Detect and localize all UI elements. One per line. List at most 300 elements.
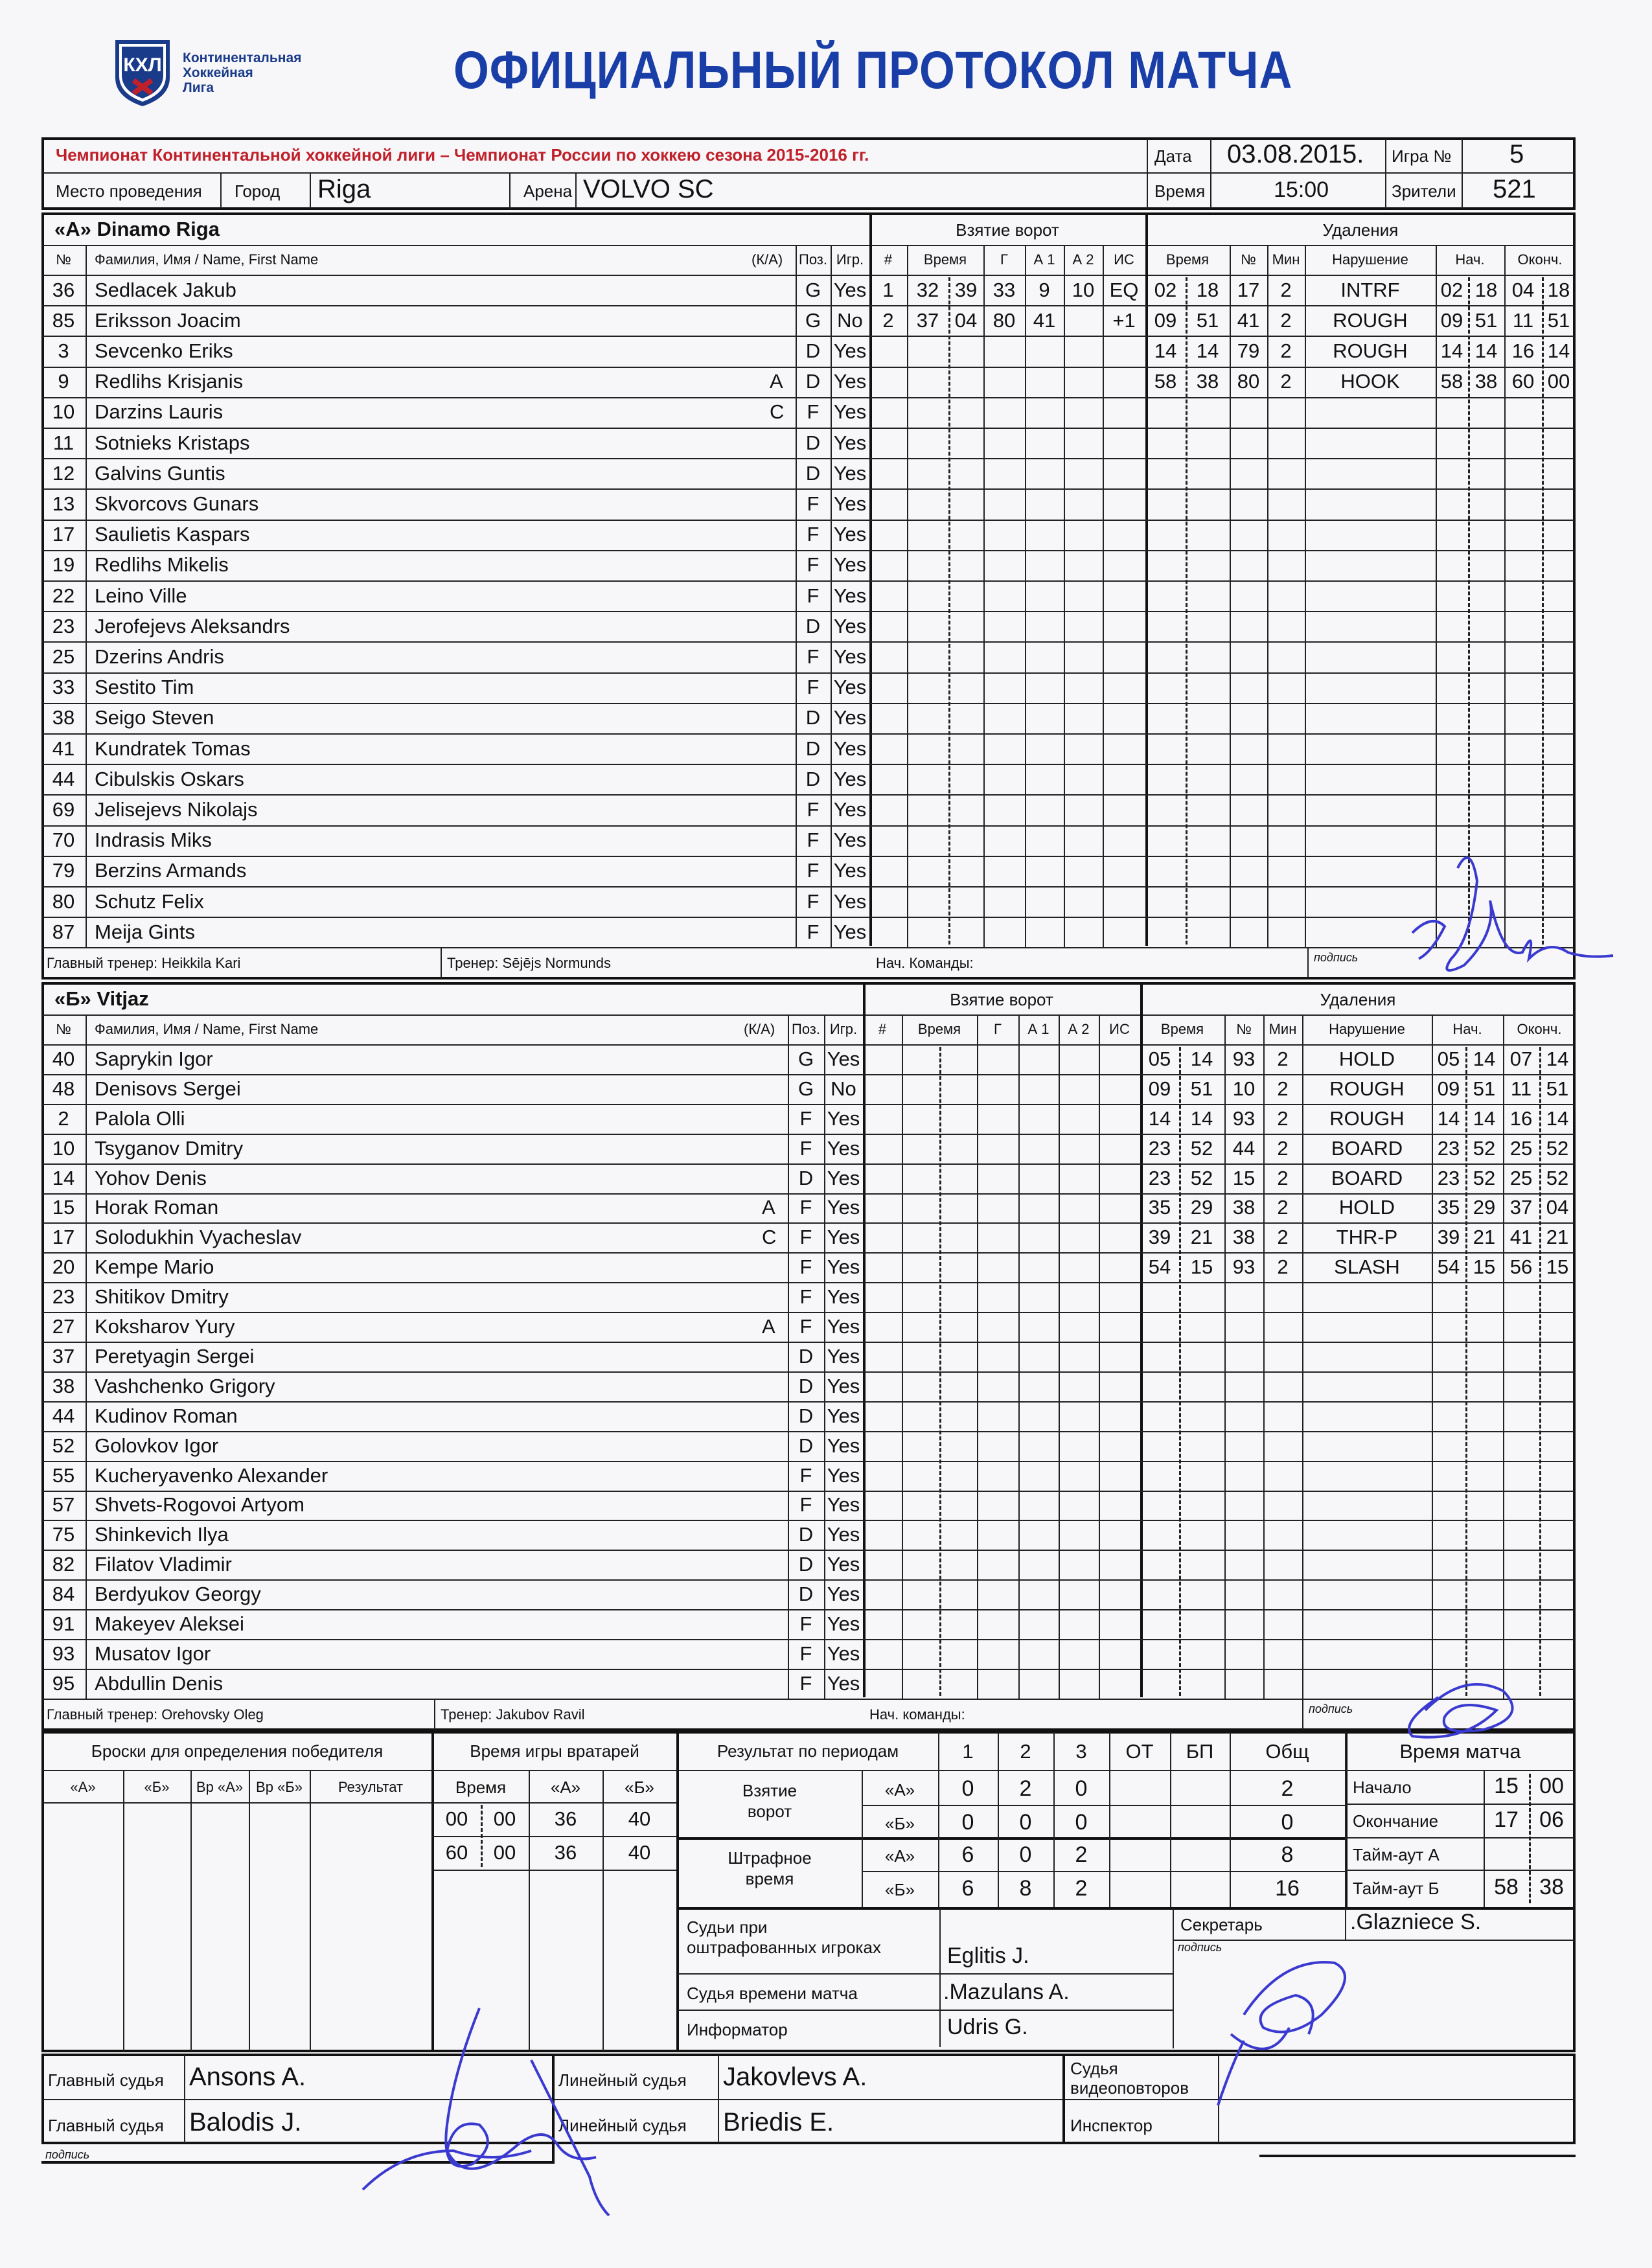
rule-line: [43, 917, 1574, 918]
player-number: 3: [58, 339, 69, 362]
penalty-start-minute: 23: [1437, 1166, 1460, 1189]
goalie-b-number: 40: [628, 1807, 651, 1830]
player-played: Yes: [827, 1642, 860, 1665]
penalty-start-second: 38: [1474, 370, 1498, 393]
rule-line: [43, 1282, 1574, 1283]
rule-line: [43, 947, 1574, 948]
penalty-col-header: Оконч.: [1517, 1021, 1562, 1037]
player-played: Yes: [833, 614, 867, 637]
player-number: 79: [52, 859, 75, 882]
goalie-change-second: 00: [493, 1841, 516, 1864]
penalty-end-minute: 56: [1509, 1255, 1533, 1279]
player-played: No: [837, 308, 863, 332]
rule-line: [43, 550, 1574, 551]
goal-number: 2: [882, 308, 894, 332]
penalty-minutes: 2: [1277, 1226, 1289, 1249]
player-position: F: [807, 400, 820, 424]
player-position: D: [798, 1344, 814, 1368]
penalty-second: 21: [1190, 1226, 1213, 1249]
penalty-end-minute: 16: [1511, 339, 1535, 362]
goalie-col-header: «Б»: [625, 1778, 654, 1797]
rule-line: [1302, 1699, 1303, 1730]
penalty-end-second: 52: [1546, 1136, 1569, 1160]
player-number: 80: [52, 889, 75, 913]
timeout-b-label: Тайм-аут Б: [1353, 1879, 1440, 1898]
penalty-end-second: 00: [1547, 370, 1570, 393]
penalty-box-judges-label: Судьи при оштрафованных игроках: [687, 1918, 881, 1957]
penalty-infraction: ROUGH: [1329, 1106, 1405, 1130]
shootout-col-header: «Б»: [144, 1779, 170, 1795]
player-captain-mark: A: [762, 1315, 775, 1338]
goal-second: 04: [954, 308, 978, 332]
penalty-end-minute: 25: [1509, 1136, 1533, 1160]
player-number: 25: [52, 645, 75, 668]
player-number: 23: [52, 614, 75, 637]
spectators: 521: [1493, 175, 1536, 203]
goal-col-header: ИС: [1114, 251, 1134, 268]
rule-line: [1346, 1837, 1574, 1838]
match-time-title: Время матча: [1399, 1740, 1521, 1763]
penalty-end-second: 51: [1547, 308, 1570, 332]
shootout-col-header: «А»: [70, 1779, 96, 1795]
penalty-player: 10: [1232, 1077, 1256, 1100]
player-number: 84: [52, 1583, 75, 1606]
rule-line: [43, 1312, 1574, 1313]
penalty-start-second: 14: [1473, 1106, 1496, 1130]
player-played: Yes: [833, 461, 867, 485]
player-number: 17: [52, 1226, 75, 1249]
rule-line: [43, 1520, 1574, 1521]
player-played: Yes: [827, 1583, 860, 1606]
player-name: Galvins Guntis: [95, 461, 225, 485]
player-played: Yes: [827, 1553, 860, 1576]
player-name: Cibulskis Oskars: [95, 767, 244, 790]
player-position: D: [798, 1553, 814, 1576]
player-position: F: [807, 492, 820, 515]
city: Riga: [317, 175, 371, 203]
penalty-end-minute: 37: [1509, 1196, 1533, 1219]
player-name: Jerofejevs Aleksandrs: [95, 614, 290, 637]
rule-line: [1346, 1804, 1574, 1805]
player-name: Shitikov Dmitry: [95, 1285, 229, 1309]
player-number: 33: [52, 676, 75, 699]
rule-line: [907, 245, 908, 947]
penalty-col-header: Мин: [1268, 1021, 1297, 1037]
penalty-end-second: 14: [1546, 1106, 1569, 1130]
period-value: 0: [1075, 1810, 1088, 1835]
end-minute: 06: [1539, 1807, 1564, 1832]
player-number: 52: [52, 1434, 75, 1457]
referee-label-2: Главный судья: [48, 2116, 164, 2135]
player-position: F: [799, 1463, 812, 1487]
penalty-player: 38: [1232, 1196, 1256, 1219]
player-position: F: [807, 829, 820, 852]
end-hour: 17: [1494, 1807, 1519, 1832]
player-position: F: [807, 584, 820, 607]
period-results-title: Результат по периодам: [717, 1741, 899, 1761]
player-number: 93: [52, 1642, 75, 1665]
sign-label: подпись: [1309, 1702, 1353, 1715]
player-played: Yes: [827, 1493, 860, 1517]
penalty-infraction: HOLD: [1338, 1047, 1395, 1070]
penalty-minute: 58: [1154, 370, 1177, 393]
player-played: Yes: [833, 737, 867, 760]
player-position: D: [805, 461, 821, 485]
penalty-end-minute: 04: [1511, 278, 1535, 301]
player-position: F: [799, 1315, 812, 1338]
player-number: 17: [52, 523, 75, 546]
player-number: 12: [52, 461, 75, 485]
penalty-minutes: 2: [1277, 1047, 1289, 1070]
sign-label: подпись: [1314, 951, 1359, 965]
rule-line: [43, 1193, 1574, 1195]
player-captain-mark: A: [762, 1196, 775, 1219]
rule-line: [43, 488, 1574, 490]
rule-line: [43, 1699, 1574, 1700]
goal-second: 39: [954, 278, 978, 301]
rule-line: [43, 520, 1574, 521]
period-team-label: «Б»: [885, 1880, 915, 1899]
player-name: Kucheryavenko Alexander: [95, 1463, 328, 1487]
player-name: Tsyganov Dmitry: [95, 1136, 244, 1160]
player-position: D: [805, 614, 821, 637]
player-played: Yes: [827, 1136, 860, 1160]
col-played: Игр.: [836, 251, 864, 268]
rule-line: [43, 672, 1574, 674]
period-team-label: «А»: [884, 1846, 915, 1866]
player-played: Yes: [827, 1047, 860, 1070]
rule-line: [43, 1579, 1574, 1581]
period-col-header: БП: [1186, 1740, 1214, 1763]
penalty-end-second: 14: [1546, 1047, 1569, 1070]
player-name: Sedlacek Jakub: [95, 278, 236, 301]
rule-line: [1346, 1870, 1574, 1871]
penalty-start-second: 14: [1473, 1047, 1496, 1070]
penalty-start-minute: 14: [1437, 1106, 1460, 1130]
penalty-minute: 05: [1148, 1047, 1171, 1070]
player-number: 48: [52, 1077, 75, 1100]
player-played: Yes: [827, 1404, 860, 1427]
goalie-col-header: Время: [455, 1778, 507, 1797]
penalty-minute: 09: [1154, 308, 1177, 332]
player-name: Peretyagin Sergei: [95, 1344, 255, 1368]
rule-line: [43, 1163, 1574, 1165]
period-value: 2: [1019, 1776, 1032, 1801]
rule-line: [190, 1771, 192, 2051]
player-number: 10: [52, 1136, 75, 1160]
linesman-2: Briedis E.: [723, 2108, 834, 2136]
player-position: D: [805, 431, 821, 454]
coach: Тренер: Jakubov Ravil: [441, 1706, 585, 1723]
goal-number: 1: [882, 278, 894, 301]
player-played: Yes: [827, 1106, 860, 1130]
league-name: Континентальная Хоккейная Лига: [183, 51, 302, 95]
player-number: 87: [52, 920, 75, 943]
penalty-player: 44: [1232, 1136, 1256, 1160]
goal-situation: EQ: [1109, 278, 1139, 301]
player-played: Yes: [827, 1196, 860, 1219]
player-name: Berdyukov Georgy: [95, 1583, 261, 1606]
player-number: 19: [52, 553, 75, 577]
penalty-start-second: 18: [1474, 278, 1498, 301]
penalty-player: 93: [1232, 1255, 1256, 1279]
penalty-end-minute: 16: [1509, 1106, 1533, 1130]
rule-line: [43, 1222, 1574, 1224]
player-position: F: [807, 676, 820, 699]
penalty-minute: 35: [1148, 1196, 1171, 1219]
match-date: 03.08.2015.: [1227, 140, 1364, 168]
player-number: 36: [52, 278, 75, 301]
goal-col-header: Г: [1000, 251, 1008, 268]
penalty-end-second: 04: [1546, 1196, 1569, 1219]
penalties-section-title: Удаления: [1320, 990, 1396, 1009]
player-captain-mark: A: [770, 370, 783, 393]
penalty-infraction: ROUGH: [1333, 308, 1408, 332]
player-played: No: [831, 1077, 856, 1100]
period-value: 0: [1019, 1842, 1032, 1867]
player-name: Skvorcovs Gunars: [95, 492, 259, 515]
rule-line: [862, 1871, 1345, 1872]
player-name: Koksharov Yury: [95, 1315, 235, 1338]
player-position: G: [805, 278, 821, 301]
rule-line: [43, 580, 1574, 582]
penalty-start-minute: 23: [1437, 1136, 1460, 1160]
player-number: 23: [52, 1285, 75, 1309]
goal-col-header: А 2: [1068, 1021, 1090, 1037]
shootout-title: Броски для определения победителя: [91, 1741, 384, 1761]
period-value: 2: [1281, 1776, 1294, 1801]
player-position: D: [798, 1404, 814, 1427]
player-number: 2: [58, 1106, 69, 1130]
period-col-header: Общ: [1265, 1740, 1309, 1763]
penalty-infraction: ROUGH: [1329, 1077, 1405, 1100]
penalty-second: 52: [1190, 1136, 1213, 1160]
penalty-minutes: 2: [1277, 1166, 1289, 1189]
player-played: Yes: [833, 584, 867, 607]
player-played: Yes: [833, 553, 867, 577]
penalty-start-minute: 14: [1440, 339, 1463, 362]
player-number: 40: [52, 1047, 75, 1070]
end-label: Окончание: [1353, 1811, 1439, 1831]
rule-line: [1346, 1770, 1574, 1771]
player-captain-mark: C: [762, 1226, 777, 1249]
period-value: 0: [1075, 1776, 1088, 1801]
player-number: 9: [58, 370, 69, 393]
rule-line: [43, 336, 1574, 337]
rule-line: [43, 245, 1574, 246]
penalty-minute: 14: [1148, 1106, 1171, 1130]
informer: Udris G.: [947, 2015, 1028, 2039]
team-start-label: Нач. Команды:: [876, 955, 974, 972]
player-name: Kundratek Tomas: [95, 737, 251, 760]
player-number: 38: [52, 706, 75, 729]
rule-line: [43, 275, 1574, 276]
col-name: Фамилия, Имя / Name, First Name: [95, 251, 319, 268]
timeout-b-second: 38: [1539, 1875, 1564, 1899]
goal-assist-1: 9: [1038, 278, 1050, 301]
player-position: D: [798, 1374, 814, 1397]
secretary-signature: [1205, 1937, 1412, 2118]
player-position: F: [799, 1255, 812, 1279]
rule-line: [983, 245, 985, 947]
penalty-player: 17: [1237, 278, 1260, 301]
penalty-second: 15: [1190, 1255, 1213, 1279]
referee-label-1: Главный судья: [48, 2070, 164, 2090]
player-name: Sestito Tim: [95, 676, 194, 699]
coach: Тренер: Sējējs Normunds: [447, 955, 612, 972]
player-number: 22: [52, 584, 75, 607]
penalty-start-minute: 35: [1437, 1196, 1460, 1219]
period-value: 6: [961, 1876, 974, 1901]
player-position: D: [805, 767, 821, 790]
player-played: Yes: [833, 339, 867, 362]
rule-line: [43, 794, 1574, 796]
arena: VOLVO SC: [583, 175, 714, 203]
goalie-a-number: 36: [554, 1807, 577, 1830]
penalty-minute: 54: [1148, 1255, 1171, 1279]
player-played: Yes: [833, 767, 867, 790]
player-position: F: [807, 859, 820, 882]
svg-text:КХЛ: КХЛ: [123, 54, 162, 76]
rule-line: [43, 1252, 1574, 1254]
shootout-col-header: Вр «Б»: [256, 1779, 303, 1795]
penalty-start-minute: 54: [1437, 1255, 1460, 1279]
penalty-col-header: №: [1236, 1021, 1252, 1037]
player-name: Saprykin Igor: [95, 1047, 213, 1070]
player-position: F: [807, 645, 820, 668]
player-name: Sotnieks Kristaps: [95, 431, 250, 454]
player-name: Golovkov Igor: [95, 1434, 219, 1457]
secretary-label: Секретарь: [1180, 1915, 1263, 1934]
goal-col-header: Время: [917, 1021, 961, 1037]
player-number: 41: [52, 737, 75, 760]
goal-col-header: #: [878, 1021, 887, 1037]
penalty-col-header: Мин: [1272, 251, 1300, 268]
player-number: 11: [52, 431, 75, 454]
goal-col-header: А 1: [1027, 1021, 1050, 1037]
goals-section-title: Взятие ворот: [956, 220, 1059, 240]
player-name: Jelisejevs Nikolajs: [95, 798, 258, 821]
player-played: Yes: [827, 1523, 860, 1546]
rule-line: [863, 983, 866, 1697]
player-played: Yes: [833, 523, 867, 546]
penalty-minutes: 2: [1277, 1077, 1289, 1100]
team-b-signature: [1386, 1658, 1542, 1756]
player-name: Meija Gints: [95, 920, 196, 943]
player-position: F: [799, 1671, 812, 1695]
player-position: G: [805, 308, 821, 332]
goalie-col-header: «А»: [550, 1778, 581, 1797]
col-captain: (К/А): [751, 251, 783, 268]
col-played: Игр.: [829, 1021, 858, 1037]
goal-minute: 37: [916, 308, 939, 332]
player-name: Sevcenko Eriks: [95, 339, 233, 362]
player-position: D: [798, 1583, 814, 1606]
goal-situation: +1: [1112, 308, 1136, 332]
period-value: 16: [1275, 1876, 1300, 1901]
goals-section-title: Взятие ворот: [950, 990, 1053, 1009]
player-name: Vashchenko Grigory: [95, 1374, 275, 1397]
player-name: Makeyev Aleksei: [95, 1612, 244, 1636]
rule-line: [678, 1837, 1345, 1840]
rule-line: [43, 764, 1574, 765]
penalty-second: 38: [1196, 370, 1219, 393]
timeout-b-minute: 58: [1494, 1875, 1519, 1899]
player-name: Solodukhin Vyacheslav: [95, 1226, 302, 1249]
penalty-start-second: 52: [1473, 1166, 1496, 1189]
penalty-minutes: 2: [1277, 1196, 1289, 1219]
period-col-header: 3: [1075, 1740, 1087, 1763]
player-number: 82: [52, 1553, 75, 1576]
penalty-start-second: 14: [1474, 339, 1498, 362]
player-name: Filatov Vladimir: [95, 1553, 232, 1576]
period-value: 2: [1075, 1876, 1088, 1901]
player-position: D: [805, 706, 821, 729]
penalty-col-header: №: [1241, 251, 1256, 268]
goal-col-header: А 1: [1033, 251, 1055, 268]
player-number: 85: [52, 308, 75, 332]
player-played: Yes: [827, 1226, 860, 1249]
col-captain: (К/А): [744, 1021, 775, 1037]
penalty-end-second: 15: [1546, 1255, 1569, 1279]
referee-1: Ansons A.: [189, 2063, 306, 2091]
penalty-second: 18: [1196, 278, 1219, 301]
penalty-second: 14: [1190, 1047, 1213, 1070]
period-value: 8: [1281, 1842, 1294, 1867]
col-position: Поз.: [792, 1021, 820, 1037]
penalty-end-second: 51: [1546, 1077, 1569, 1100]
rule-line: [43, 1342, 1574, 1343]
player-position: F: [807, 889, 820, 913]
player-played: Yes: [833, 859, 867, 882]
player-name: Saulietis Kaspars: [95, 523, 250, 546]
penalty-player: 80: [1237, 370, 1260, 393]
penalty-minute: 23: [1148, 1136, 1171, 1160]
goalie-change-minute: 00: [445, 1807, 468, 1830]
rule-line: [43, 1431, 1574, 1432]
player-name: Indrasis Miks: [95, 829, 212, 852]
goal-col-header: #: [884, 251, 893, 268]
player-played: Yes: [827, 1285, 860, 1309]
penalty-infraction: THR-P: [1336, 1226, 1398, 1249]
penalty-start-second: 21: [1473, 1226, 1496, 1249]
rule-line: [43, 611, 1574, 612]
penalty-col-header: Нарушение: [1329, 1021, 1405, 1037]
penalty-second: 29: [1190, 1196, 1213, 1219]
rule-line: [43, 1639, 1574, 1640]
penalty-end-minute: 25: [1509, 1166, 1533, 1189]
period-value: 6: [961, 1842, 974, 1867]
linesman-label-2: Линейный судья: [558, 2116, 687, 2135]
referee-sign-label: подпись: [45, 2148, 90, 2161]
rule-line: [43, 1669, 1574, 1670]
rule-line: [441, 947, 442, 978]
player-number: 10: [52, 400, 75, 424]
penalty-player: 93: [1232, 1106, 1256, 1130]
penalty-player: 79: [1237, 339, 1260, 362]
goalie-change-minute: 60: [445, 1841, 468, 1864]
rule-line: [43, 458, 1574, 459]
player-position: G: [797, 1077, 814, 1100]
pim-row-label: Штрафное время: [728, 1848, 812, 1888]
penalty-second: 14: [1190, 1106, 1213, 1130]
goal-col-header: Г: [994, 1021, 1002, 1037]
penalty-box-judge: Eglitis J.: [947, 1943, 1029, 1968]
player-position: D: [805, 339, 821, 362]
player-name: Musatov Igor: [95, 1642, 211, 1665]
penalty-infraction: ROUGH: [1333, 339, 1408, 362]
player-name: Redlihs Mikelis: [95, 553, 229, 577]
